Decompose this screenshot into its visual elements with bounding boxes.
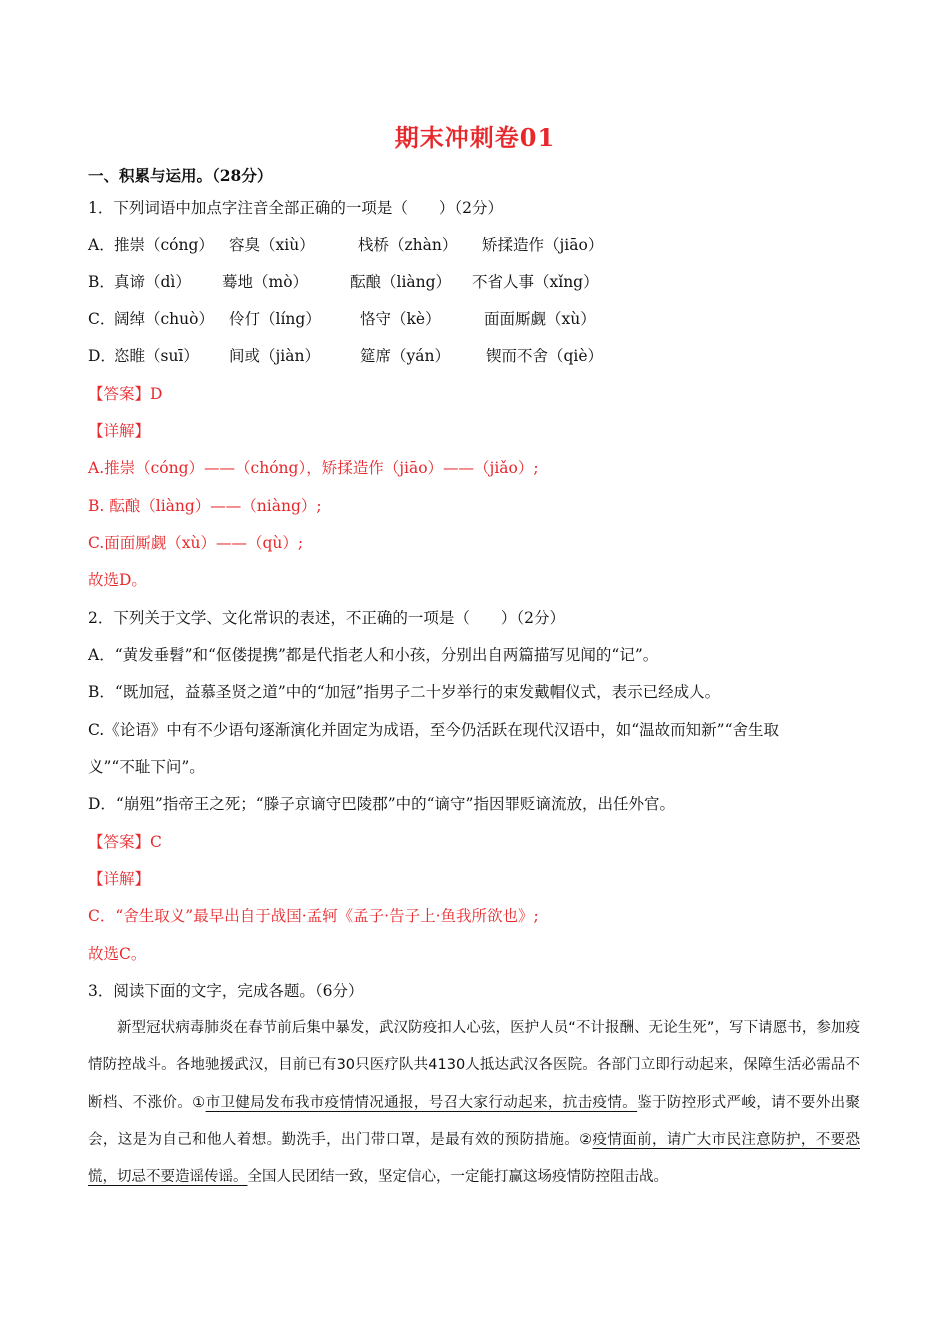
option-label: B．	[88, 273, 115, 291]
option-item: 面面厮觑（xù）	[484, 310, 596, 328]
question-2-option-c-cont: 义”“不耻下问”。	[88, 758, 205, 776]
option-item: 伶仃（líng）	[229, 310, 321, 328]
question-2-conclusion: 故选C。	[88, 945, 147, 963]
question-2-detail: C．“舍生取义”最早出自于战国·孟轲《孟子·告子上·鱼我所欲也》;	[88, 907, 539, 925]
question-2-answer: 【答案】C	[88, 833, 162, 851]
option-item: 栈桥（zhàn）	[358, 236, 458, 254]
option-item: 筵席（yán）	[360, 347, 450, 365]
question-2-option-d: D．“崩殂”指帝王之死；“滕子京谪守巴陵郡”中的“谪守”指因罪贬谪流放，出任外官。	[88, 795, 675, 813]
question-2-option-b: B．“既加冠，益慕圣贤之道”中的“加冠”指男子二十岁举行的束发戴帽仪式，表示已经成人。	[88, 683, 721, 701]
question-3-stem: 3．阅读下面的文字，完成各题。（6分）	[88, 982, 364, 1000]
option-label: D．	[88, 347, 116, 365]
page-title: 期末冲刺卷01	[394, 123, 556, 152]
passage-text: 全国人民团结一致，坚定信心，一定能打赢这场疫情防控阻击战。	[247, 1169, 668, 1186]
option-item: 矫揉造作（jiāo）	[482, 236, 604, 254]
question-2-stem: 2．下列关于文学、文化常识的表述，不正确的一项是（ ）（2分）	[88, 609, 565, 627]
question-3-passage	[88, 1010, 860, 1196]
question-1-detail-c: C.面面厮觑（xù）——（qù）;	[88, 534, 304, 552]
question-1-detail-a: A.推崇（cóng）——（chóng），矫揉造作（jiāo）——（jiǎo）;	[88, 459, 539, 477]
passage-text: 新型冠状病毒肺炎在春节前后集中暴发，武汉防疫扣人心弦，医护人员“不计报酬、无论生死”，写下请愿书，参加疫情防控战斗。各地驰援武汉，目前已有30只医疗队共4130人抵达武汉各医院。各部门立即行动起来，保障生活必需品不断档、不涨价。①	[88, 1020, 860, 1111]
question-1-conclusion: 故选D。	[88, 571, 147, 589]
option-item: 真谛（dì）	[114, 273, 191, 291]
option-item: 锲而不舍（qiè）	[486, 347, 604, 365]
option-label: C．	[88, 310, 116, 328]
option-item: 不省人事（xǐng）	[472, 273, 599, 291]
option-item: 恣睢（suī）	[114, 347, 199, 365]
question-2-option-a: A．“黄发垂髫”和“伛偻提携”都是代指老人和小孩，分别出自两篇描写见闻的“记”。	[88, 646, 659, 664]
option-label: A．	[88, 236, 115, 254]
option-item: 阔绰（chuò）	[114, 310, 214, 328]
option-item: 容臭（xiù）	[229, 236, 315, 254]
option-item: 推崇（cóng）	[114, 236, 214, 254]
question-2-detail-label: 【详解】	[88, 870, 151, 888]
question-1-detail-label: 【详解】	[88, 422, 151, 440]
option-item: 恪守（kè）	[360, 310, 441, 328]
option-item: 酝酿（liàng）	[350, 273, 452, 291]
question-1-detail-b: B. 酝酿（liàng）——（niàng）;	[88, 497, 322, 515]
question-1-answer: 【答案】D	[88, 385, 163, 403]
question-1-stem: 1．下列词语中加点字注音全部正确的一项是（ ）（2分）	[88, 199, 503, 217]
question-2-option-c: C.《论语》中有不少语句逐渐演化并固定为成语，至今仍活跃在现代汉语中，如“温故而知新”“舍生取	[88, 721, 780, 739]
option-item: 间或（jiàn）	[229, 347, 320, 365]
passage-underlined-2: 疫情面前，请广大市民注意防护，不要恐慌，切忌不要造谣传谣。	[88, 1131, 860, 1186]
section-heading: 一、积累与运用。（28分）	[88, 166, 273, 185]
passage-text: 鉴于防控形式严峻，请不要外出聚会，这是为自己和他人着想。勤洗手，出门带口罩，是最有效的预防措施。②	[88, 1094, 861, 1148]
option-item: 蓦地（mò）	[222, 273, 309, 291]
passage-underlined-1: 市卫健局发布我市疫情情况通报，号召大家行动起来，抗击疫情。	[205, 1094, 638, 1111]
